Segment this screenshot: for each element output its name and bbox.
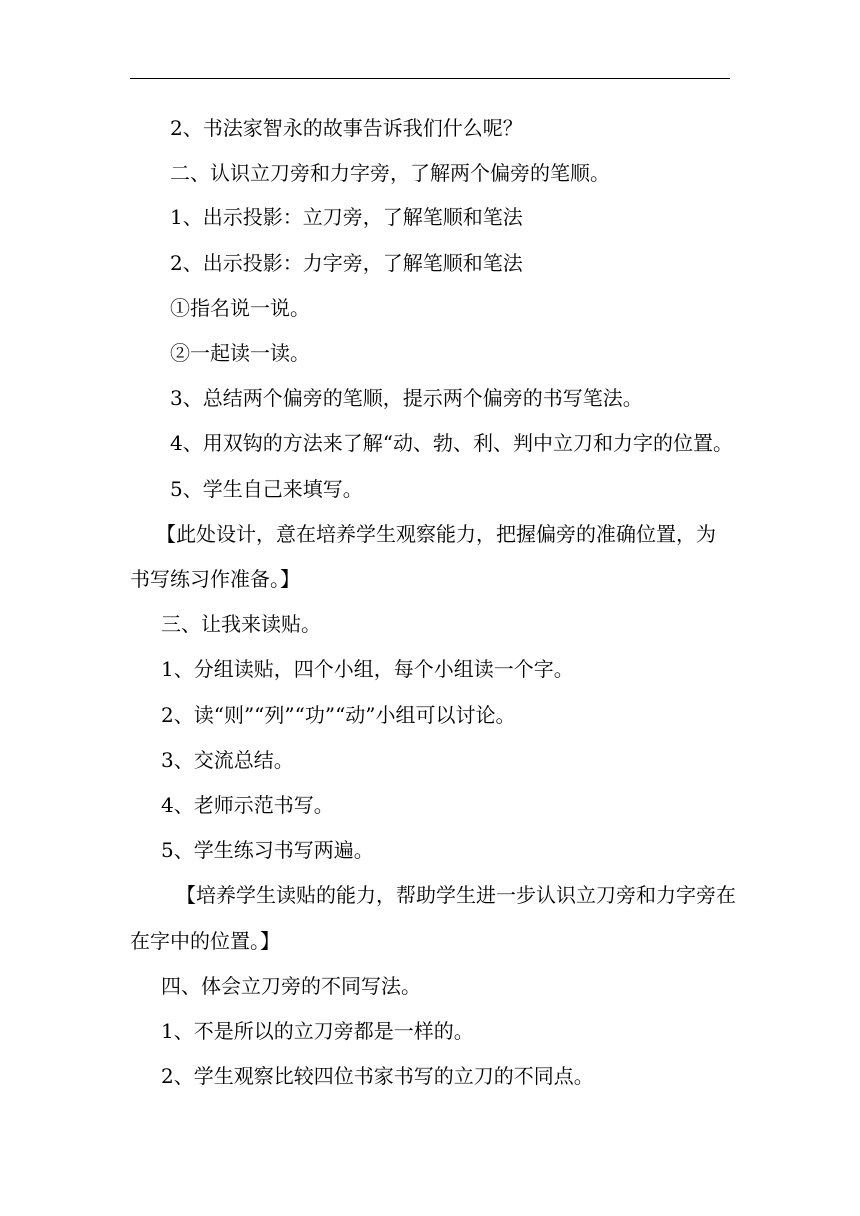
text-line: 2、学生观察比较四位书家书写的立刀的不同点。 [161,1064,594,1088]
section-heading: 三、让我来读贴。 [161,612,321,636]
text-line: ①指名说一说。 [170,296,310,320]
header-rule [130,78,730,79]
text-line: 2、书法家智永的故事告诉我们什么呢？ [170,116,523,140]
note-line: 在字中的位置。】 [130,929,280,953]
text-line: 1、分组读贴，四个小组，每个小组读一个字。 [161,657,574,681]
text-line: 1、出示投影：立刀旁，了解笔顺和笔法 [170,205,523,229]
text-line: 1、不是所以的立刀旁都是一样的。 [161,1019,474,1043]
section-heading: 四、体会立刀旁的不同写法。 [161,974,421,998]
text-line: ②一起读一读。 [170,341,310,365]
text-line: 2、读“则”“列”“功”“动”小组可以讨论。 [161,703,516,727]
text-line: 4、用双钩的方法来了解“动、勃、利、判中立刀和力字的位置。 [170,431,733,455]
text-line: 2、出示投影：力字旁，了解笔顺和笔法 [170,251,523,275]
note-line: 【此处设计，意在培养学生观察能力，把握偏旁的准确位置，为 [156,522,716,546]
text-line: 3、总结两个偏旁的笔顺，提示两个偏旁的书写笔法。 [170,386,643,410]
section-heading: 二、认识立刀旁和力字旁，了解两个偏旁的笔顺。 [170,161,610,185]
note-line: 书写练习作准备。】 [130,567,300,591]
text-line: 4、老师示范书写。 [161,793,334,817]
text-line: 5、学生自己来填写。 [170,477,363,501]
text-line: 3、交流总结。 [161,748,294,772]
note-line: 【培养学生读贴的能力，帮助学生进一步认识立刀旁和力字旁在 [176,883,736,907]
text-line: 5、学生练习书写两遍。 [161,838,374,862]
